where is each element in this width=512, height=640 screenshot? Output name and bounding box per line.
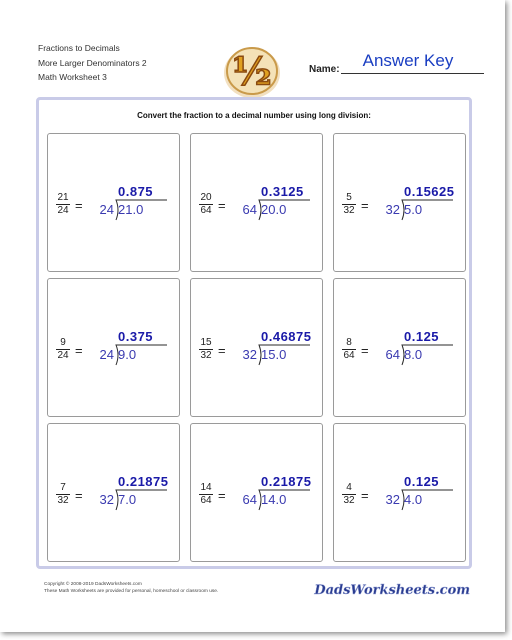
quotient-answer: 0.875 <box>118 184 154 199</box>
dividend: 5.0 <box>404 202 423 217</box>
quotient-answer: 0.21875 <box>261 474 312 489</box>
divisor: 32 <box>242 347 257 362</box>
equals-sign: = <box>361 343 369 358</box>
fraction-numerator: 8 <box>346 337 352 348</box>
divisor: 64 <box>242 492 257 507</box>
divisor: 24 <box>99 202 114 217</box>
dividend: 8.0 <box>404 347 423 362</box>
fraction <box>341 482 357 507</box>
fraction-denominator: 32 <box>343 205 355 216</box>
copyright-text: Copyright © 2008-2019 DadsWorksheets.com <box>44 582 142 587</box>
fraction <box>55 337 71 362</box>
problem-card <box>47 423 180 562</box>
fraction-denominator: 24 <box>57 350 69 361</box>
divisor: 24 <box>99 347 114 362</box>
problem-card <box>190 423 323 562</box>
fraction <box>198 337 214 362</box>
brand-logo <box>314 578 472 600</box>
name-label: Name: <box>309 64 340 75</box>
dividend: 20.0 <box>261 202 287 217</box>
fraction-denominator: 64 <box>200 205 212 216</box>
problem-card <box>333 423 466 562</box>
fraction-numerator: 5 <box>346 192 352 203</box>
name-line <box>341 73 484 74</box>
fraction-denominator: 32 <box>57 495 69 506</box>
footer-notes <box>44 582 218 595</box>
dividend: 7.0 <box>118 492 137 507</box>
fraction-numerator: 20 <box>200 192 212 203</box>
equals-sign: = <box>218 198 226 213</box>
fraction-denominator: 24 <box>57 205 69 216</box>
fraction <box>198 482 214 507</box>
one-half-logo <box>221 42 283 100</box>
equals-sign: = <box>218 488 226 503</box>
problem-card <box>333 133 466 272</box>
divisor: 32 <box>385 202 400 217</box>
quotient-answer: 0.125 <box>404 329 440 344</box>
problem-card <box>333 278 466 417</box>
equals-sign: = <box>218 343 226 358</box>
answer-key-heading: Answer Key <box>362 51 454 70</box>
equals-sign: = <box>75 343 83 358</box>
quotient-answer: 0.125 <box>404 474 440 489</box>
quotient-answer: 0.375 <box>118 329 154 344</box>
fraction-numerator: 7 <box>60 482 66 493</box>
logo-half-glyph: ½ <box>232 49 272 94</box>
dividend: 14.0 <box>261 492 287 507</box>
equals-sign: = <box>75 198 83 213</box>
fraction-numerator: 15 <box>200 337 212 348</box>
fraction-numerator: 14 <box>200 482 212 493</box>
worksheet-subtitle: More Larger Denominators 2 <box>38 57 147 68</box>
equals-sign: = <box>361 488 369 503</box>
dividend: 15.0 <box>261 347 287 362</box>
quotient-answer: 0.3125 <box>261 184 304 199</box>
fraction-denominator: 32 <box>200 350 212 361</box>
divisor: 32 <box>99 492 114 507</box>
quotient-answer: 0.15625 <box>404 184 455 199</box>
instructions: Convert the fraction to a decimal number using long division: <box>137 111 371 120</box>
problem-card <box>47 278 180 417</box>
divisor: 32 <box>385 492 400 507</box>
fraction <box>341 337 357 362</box>
worksheet-number: Math Worksheet 3 <box>38 72 107 82</box>
worksheet-title: Fractions to Decimals <box>38 43 120 53</box>
fraction-numerator: 4 <box>346 482 352 493</box>
fraction <box>55 482 71 507</box>
dividend: 4.0 <box>404 492 423 507</box>
fraction <box>341 192 357 217</box>
brand-logo-text: DadsWorksheets.com <box>314 583 470 598</box>
fraction <box>198 192 214 217</box>
dividend: 21.0 <box>118 202 144 217</box>
worksheet-title-block <box>38 41 147 85</box>
usage-text: These Math Worksheets are provided for personal, homeschool or classroom use. <box>44 588 219 594</box>
problem-card <box>190 133 323 272</box>
fraction-denominator: 32 <box>343 495 355 506</box>
fraction-numerator: 9 <box>60 337 66 348</box>
equals-sign: = <box>361 198 369 213</box>
equals-sign: = <box>75 488 83 503</box>
fraction-denominator: 64 <box>200 495 212 506</box>
problem-card <box>190 278 323 417</box>
fraction <box>55 192 71 217</box>
fraction-numerator: 21 <box>57 192 69 203</box>
divisor: 64 <box>242 202 257 217</box>
quotient-answer: 0.21875 <box>118 474 169 489</box>
dividend: 9.0 <box>118 347 137 362</box>
divisor: 64 <box>385 347 400 362</box>
quotient-answer: 0.46875 <box>261 329 312 344</box>
problem-card <box>47 133 180 272</box>
fraction-denominator: 64 <box>343 350 355 361</box>
